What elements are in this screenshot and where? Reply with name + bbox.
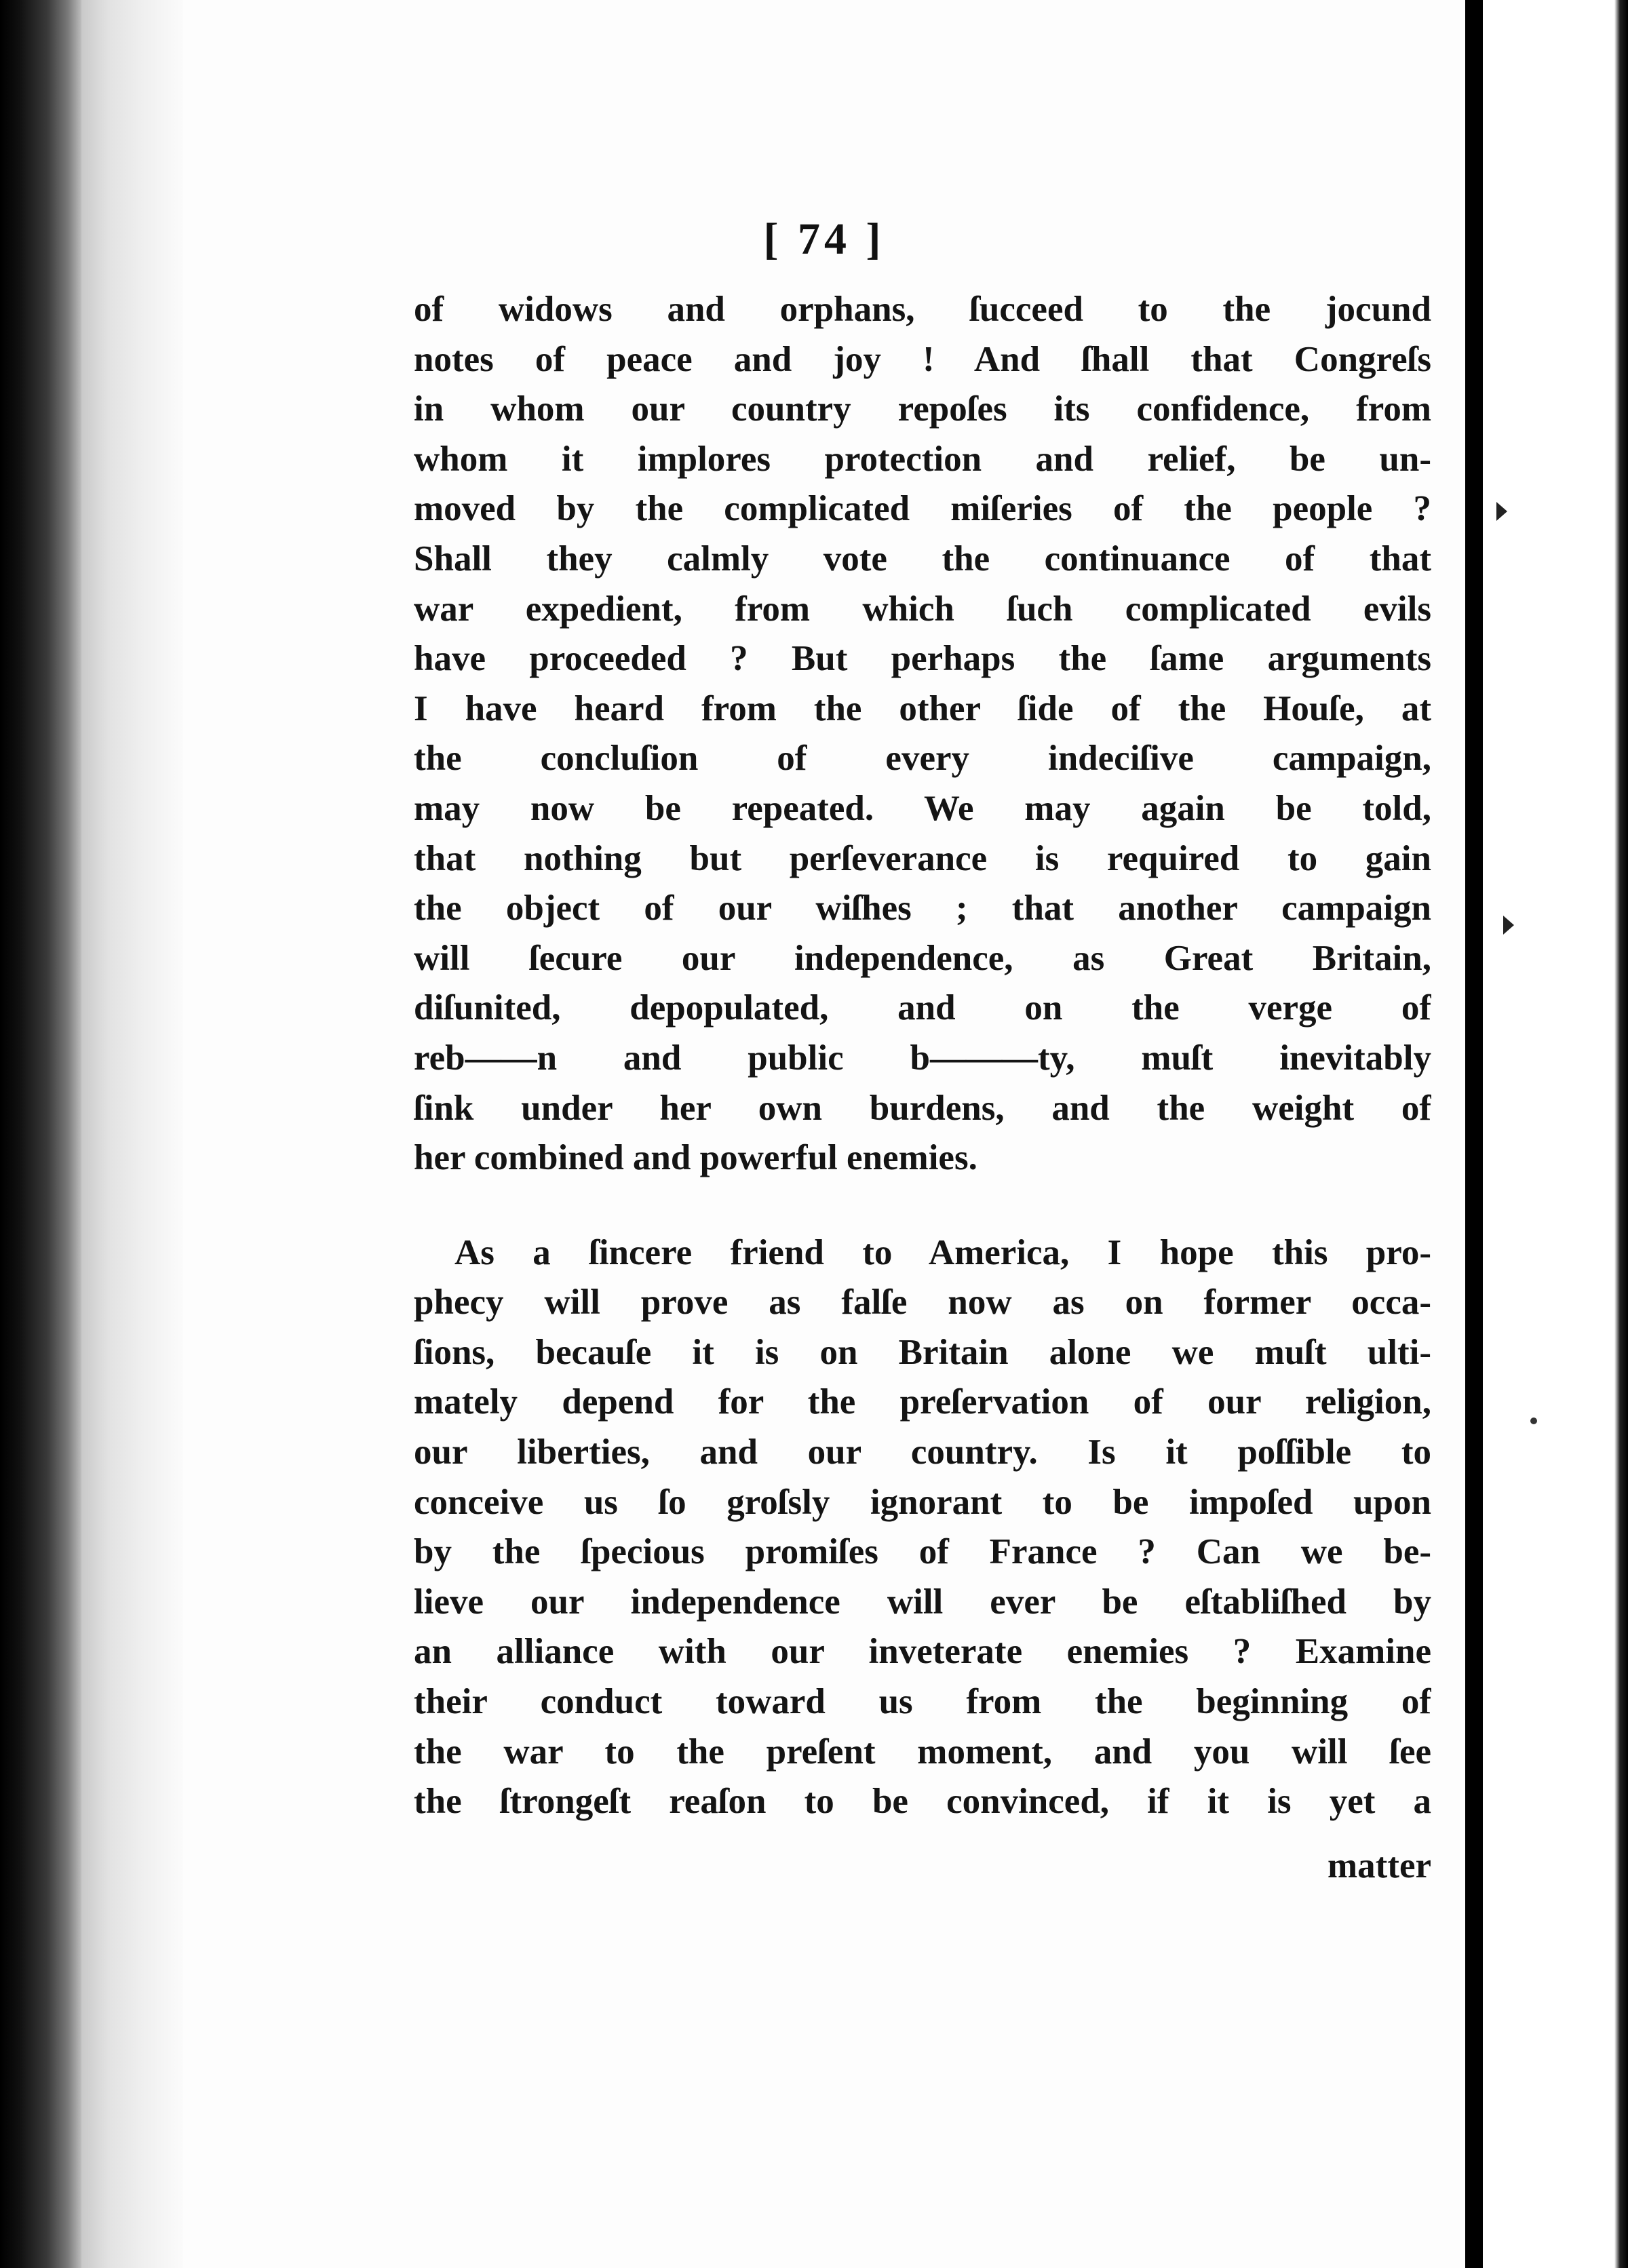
text-line: will ſecure our independence, as Great Britain,: [414, 938, 1431, 978]
text-line: war expedient, from which ſuch complicated evils: [414, 589, 1431, 629]
text-line: As a ſincere friend to America, I hope this pro-: [454, 1232, 1431, 1272]
text-line: moved by the complicated miſeries of the people ?: [414, 489, 1431, 529]
text-line: may now be repeated. We may again be told,: [414, 788, 1431, 828]
paragraph: [414, 285, 1431, 1184]
text-line: have proceeded ? But perhaps the ſame arguments: [414, 639, 1431, 679]
text-line: their conduct toward us from the beginning of: [414, 1682, 1431, 1722]
margin-strip: [1483, 0, 1628, 2268]
gutter: [81, 0, 183, 2268]
page-edge-rule: [1465, 0, 1483, 2268]
catchword: matter: [1327, 1846, 1431, 1885]
text-line: the object of our wiſhes ; that another campaign: [414, 888, 1431, 928]
book-page: [183, 0, 1465, 2268]
binding-shadow: [0, 0, 81, 2268]
ink-speck: [1530, 1418, 1537, 1424]
text-line: notes of peace and joy ! And ſhall that Congreſs: [414, 339, 1431, 379]
text-line: reb——n and public b———ty, muſt inevitably: [414, 1038, 1431, 1078]
text-line: mately depend for the preſervation of our religion,: [414, 1382, 1431, 1422]
text-line: lieve our independence will ever be eſtabliſhed by: [414, 1582, 1431, 1622]
text-line: ſions, becauſe it is on Britain alone we muſt ulti-: [414, 1332, 1431, 1372]
text-line: of widows and orphans, ſucceed to the jocund: [414, 290, 1431, 329]
text-line: Shall they calmly vote the continuance of that: [414, 539, 1431, 579]
paragraph: [414, 1228, 1431, 1827]
text-line: our liberties, and our country. Is it poſſible to: [414, 1432, 1431, 1472]
text-line: whom it implores protection and relief, be un-: [414, 439, 1431, 479]
text-line: the ſtrongeſt reaſon to be convinced, if it is yet a: [414, 1782, 1431, 1822]
body-text: [414, 285, 1431, 1827]
text-line: in whom our country repoſes its confidence, from: [414, 389, 1431, 429]
text-line: diſunited, depopulated, and on the verge of: [414, 988, 1431, 1028]
text-line: phecy will prove as falſe now as on former occa-: [414, 1283, 1431, 1323]
margin-mark: [1496, 502, 1507, 521]
margin-mark: [1503, 916, 1514, 935]
text-line: by the ſpecious promiſes of France ? Can we be-: [414, 1532, 1431, 1572]
text-line: conceive us ſo groſsly ignorant to be impoſed upon: [414, 1482, 1431, 1522]
text-line: ſink under her own burdens, and the weight of: [414, 1088, 1431, 1128]
page-number-header: [ 74 ]: [763, 214, 885, 264]
text-line: the war to the preſent moment, and you will ſee: [414, 1732, 1431, 1772]
text-line: I have heard from the other ſide of the Houſe, at: [414, 688, 1431, 728]
text-line: that nothing but perſeverance is required to gain: [414, 838, 1431, 878]
scan-border: [1614, 0, 1628, 2268]
text-line: the concluſion of every indeciſive campaign,: [414, 739, 1431, 779]
text-line: an alliance with our inveterate enemies ? Examine: [414, 1632, 1431, 1672]
text-line: her combined and powerful enemies.: [414, 1138, 977, 1178]
